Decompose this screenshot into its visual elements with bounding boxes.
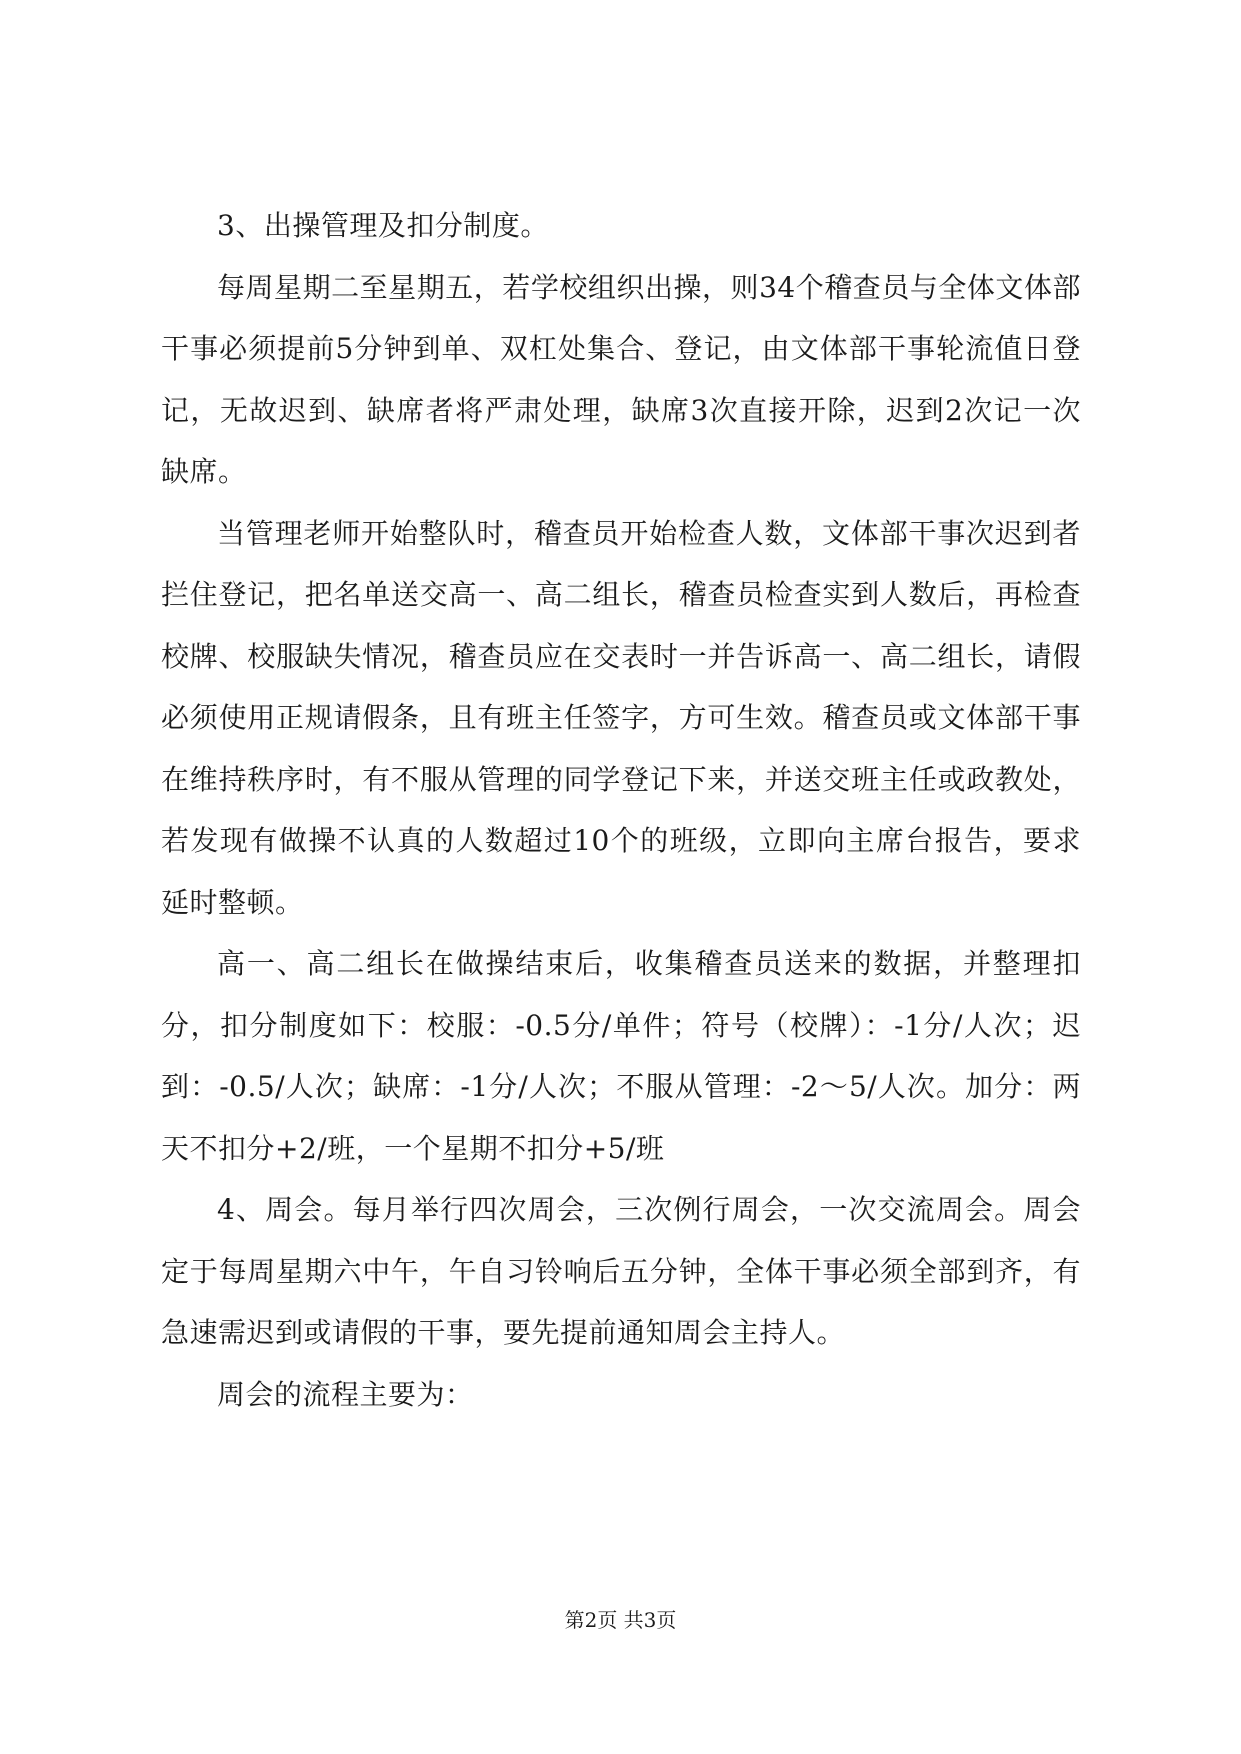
paragraph-meeting-process: 周会的流程主要为： (217, 1377, 474, 1411)
page-number: 第2页 共3页 (564, 1608, 677, 1632)
paragraph-deduction-rules: 高一、高二组长在做操结束后，收集稽查员送来的数据，并整理扣分，扣分制度如下：校服：-0.5分/单件；符号（校牌）：-1分/人次；迟到：-0.5/人次；缺席：-1分/人次；不服从管理：-2～5/人次。加分：两天不扣分+2/班，一个星期不扣分+5/班 (161, 947, 1081, 1165)
page-footer (0, 1606, 1241, 1634)
paragraph-weekly-meeting: 4、周会。每月举行四次周会，三次例行周会，一次交流周会。周会定于每周星期六中午，午自习铃响后五分钟，全体干事必须全部到齐，有急速需迟到或请假的干事，要先提前通知周会主持人。 (161, 1193, 1081, 1349)
section-heading-drill: 3、出操管理及扣分制度。 (217, 209, 549, 242)
paragraph-inspection-procedure: 当管理老师开始整队时，稽查员开始检查人数，文体部干事次迟到者拦住登记，把名单送交高一、高二组长，稽查员检查实到人数后，再检查校牌、校服缺失情况，稽查员应在交表时一并告诉高一、高二组长，请假必须使用正规请假条，且有班主任签字，方可生效。稽查员或文体部干事在维持秩序时，有不服从管理的同学登记下来，并送交班主任或政教处，若发现有做操不认真的人数超过10个的班级，立即向主席台报告，要求延时整顿。 (161, 516, 1081, 919)
document-body (161, 195, 1081, 1425)
paragraph-drill-assembly: 每周星期二至星期五，若学校组织出操，则34个稽查员与全体文体部干事必须提前5分钟到单、双杠处集合、登记，由文体部干事轮流值日登记，无故迟到、缺席者将严肃处理，缺席3次直接开除，迟到2次记一次缺席。 (161, 270, 1081, 488)
